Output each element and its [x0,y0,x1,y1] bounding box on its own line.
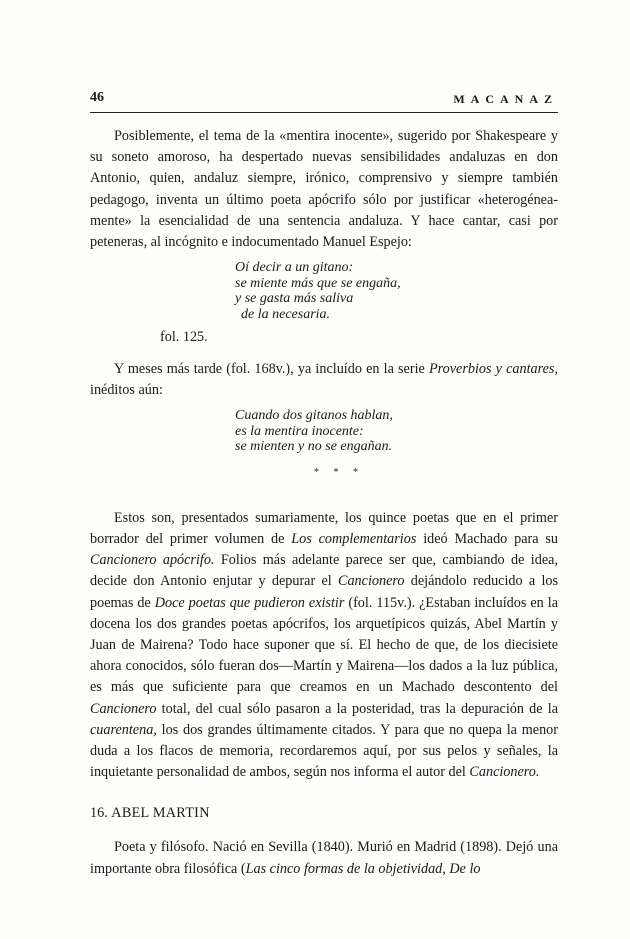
text-run: (fol. 115v.). ¿Estaban incluídos en la docena los dos grandes poetas apócrifos, los arquetípicos quizás, Abel Martín y Juan de Mairena? Todo hace suponer que sí. El hecho de que, de los diecisiete ahora conocidos, sólo fueran dos—Martín y Mairena—los dados a la luz pública, es más que suficiente para que creamos en un Machado descontento del [90,594,558,696]
header-rule [90,112,558,113]
page-number: 46 [90,90,104,105]
verse-line: Oí decir a un gitano: [235,260,354,276]
folio-reference: fol. 125. [160,328,208,345]
text-run: total, del cual sólo pasaron a la posteridad, tras la depuración de la [156,700,558,717]
italic-title: Proverbios y cantares, [428,360,559,377]
italic-title: Cancionero [338,573,405,590]
running-head: MACANAZ [453,92,558,106]
verse-gitanos [235,408,558,455]
text-run: Poeta y filósofo. Nació en Sevilla (1840). Murió en Madrid (1898). Dejó una importante obra filosófica ( [90,839,558,877]
italic-title: Los complementarios [291,530,417,547]
page-body [90,126,558,880]
paragraph-2 [90,359,558,401]
paragraph-3 [90,508,558,784]
italic-title: Cancionero [90,700,157,717]
text-run: ideó Machado para su [416,530,558,547]
verse-line: se miente más que se engaña, [235,275,401,291]
text-run: Folios más adelante parece ser que, cambiando de idea, decide don Antonio enjutar y depurar el [90,552,558,590]
italic-title: cuarentena, [90,721,157,738]
italic-title: Doce poetas que pudieron existir [154,594,345,611]
verse-line: y se gasta más saliva [235,291,354,307]
text-run: Y meses más tarde (fol. 168v.), ya incluído en la serie [114,360,429,377]
text-run: dejándolo reducido a los poemas de [90,573,559,611]
section-separator: * * * [314,466,364,478]
italic-title: Cancionero apócrifo. [90,552,215,569]
section-title: ABEL MARTIN [111,805,210,822]
verse-line: es la mentira inocente: [235,423,364,439]
verse-line: se mienten y no se engañan. [235,439,393,455]
verse-line: de la necesaria. [241,307,331,322]
section-number: 16. [90,805,108,822]
text-run: los dos grandes últimamente citados. Y para que no quepa la menor duda a los flacos de memoria, recordaremos aquí, por sus pelos y señales, la inquietante personalidad de ambos, según nos informa el autor del [90,721,558,781]
page-header [90,90,558,114]
paragraph-1: Posiblemente, el tema de la «mentira inocente», sugerido por Shakespeare y su soneto amoroso, ha despertado nuevas sensibilidades andaluzas en don Antonio, quien, andaluz siempre, irónico, comprensivo y siempre también pedagogo, inventa un último poeta apócrifo sólo por justificar «heterogénea-mente» la esencialidad de una sentencia andaluza. Y hace cantar, casi por peteneras, al incógnito e indocumentado Manuel Espejo: [90,128,558,251]
section-heading [90,803,558,823]
text-run: inéditos aún: [90,381,163,398]
paragraph-4 [90,837,558,879]
italic-title: Las cinco formas de la objetividad, De lo [245,860,481,877]
text-run: Estos son, presentados sumariamente, los quince poetas que en el primer borrador del primer volumen de [90,509,558,547]
italic-title: Cancionero. [469,764,540,781]
verse-line: Cuando dos gitanos hablan, [235,408,393,423]
verse-espejo [235,260,558,322]
